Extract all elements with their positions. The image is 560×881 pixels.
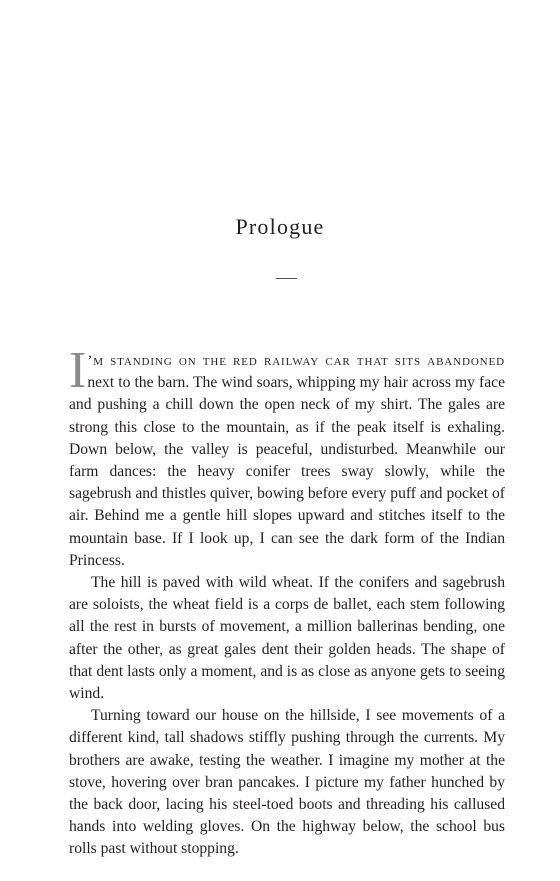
drop-cap: I [69,342,87,399]
paragraph-1 [69,342,505,572]
paragraph-2: The hill is paved with wild wheat. If the conifers and sagebrush are soloists, the wheat field is a corps de ballet, each stem following all the rest in bursts of movement, a million ballerinas bending, one after the other, as great gales dent their golden heads. The shape of that dent lasts only a moment, and is as close as anyone gets to seeing wind. [69,574,505,703]
chapter-body [69,342,505,861]
opening-smallcaps: ’m standing on the red railway car that sits abandoned [87,353,505,369]
paragraph-3: Turning toward our house on the hillside, I see movements of a different kind, tall shadows stiffly pushing through the currents. My brothers are awake, testing the weather. I imagine my mother at the stove, hovering over bran pancakes. I picture my father hunched by the back door, lacing his steel-toed boots and threading his callused hands into welding gloves. On the highway below, the school bus rolls past without stopping. [69,707,505,858]
title-rule [276,278,297,279]
chapter-title: Prologue [235,214,325,239]
paragraph-1-text: next to the barn. The wind soars, whipping my hair across my face and pushing a chill down the open neck of my shirt. The gales are strong this close to the mountain, as if the peak itself is exhaling. Down below, the valley is peaceful, undisturbed. Meanwhile our farm dances: the heavy conifer trees sway slowly, while the sagebrush and thistles quiver, bowing before every puff and pocket of air. Behind me a gentle hill slopes upward and stitches itself to the mountain base. If I look up, I can see the dark form of the Indian Princess. [69,374,505,569]
